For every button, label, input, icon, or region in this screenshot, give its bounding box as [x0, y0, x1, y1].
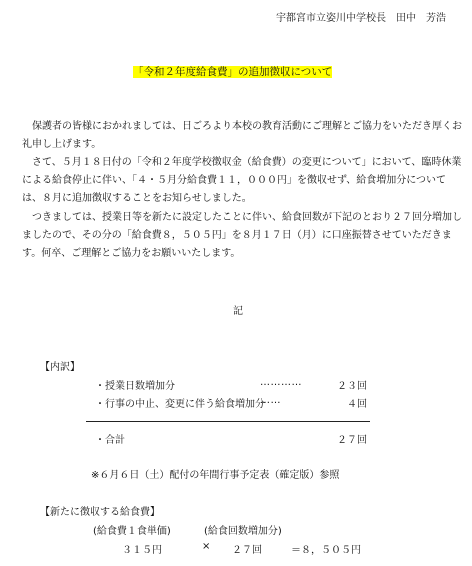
breakdown-heading: 【内訳】: [40, 362, 80, 373]
breakdown-row: [95, 395, 367, 409]
breakdown-row-label: ・授業日数増加分: [95, 381, 175, 392]
unit-price-value: ３１５円: [122, 545, 162, 556]
meal-count-label: (給食回数増加分): [204, 526, 282, 537]
reference-note: ※６月６日（土）配付の年間行事予定表（確定版）参照: [91, 470, 340, 481]
total-row: [95, 431, 367, 445]
new-charge-heading: 【新たに徴収する給食費】: [40, 507, 160, 518]
greeting-paragraph: 保護者の皆様におかれましては、日ごろより本校の教育活動にご理解とご協力をいただき厚くお礼申し上げます。: [22, 121, 462, 150]
charge-total: ＝８，５０５円: [291, 545, 361, 556]
meal-count-value: ２７回: [232, 545, 262, 556]
highlighted-title: 「令和２年度給食費」の追加徴収について: [133, 66, 333, 78]
background-paragraph: さて、５月１８日付の「令和２年度学校徴収金（給食費）の変更について」において、臨時休業による給食停止に伴い、「４・５月分給食費１１，０００円」を徴収せず、給食増加分については、８月に追加徴収することをお知らせしました。: [22, 157, 462, 204]
unit-price-label: (給食費１食単価): [93, 526, 171, 537]
leader-dots: ……: [260, 395, 281, 406]
total-value: ２７回: [337, 435, 367, 446]
total-label: ・合計: [95, 435, 125, 446]
total-divider: [86, 421, 370, 422]
leader-dots: …………: [260, 377, 302, 388]
notice-paragraph: つきましては、授業日等を新たに設定したことに伴い、給食回数が下記のとおり２７回分増加しましたので、その分の「給食費８，５０５円」を８月１７日（月）に口座振替させていただきます。何卒、ご理解とご協力をお願いいたします。: [22, 212, 462, 259]
breakdown-row-label: ・行事の中止、変更に伴う給食増加分: [95, 399, 265, 410]
multiply-sign: ×: [202, 541, 211, 552]
ki-marker: 記: [233, 306, 243, 317]
breakdown-row-value: ４回: [347, 399, 367, 410]
document-title: [133, 64, 332, 79]
sender-line: 宇都宮市立姿川中学校長 田中 芳浩: [276, 13, 446, 24]
breakdown-row-value: ２３回: [337, 381, 367, 392]
breakdown-row: [95, 377, 367, 391]
